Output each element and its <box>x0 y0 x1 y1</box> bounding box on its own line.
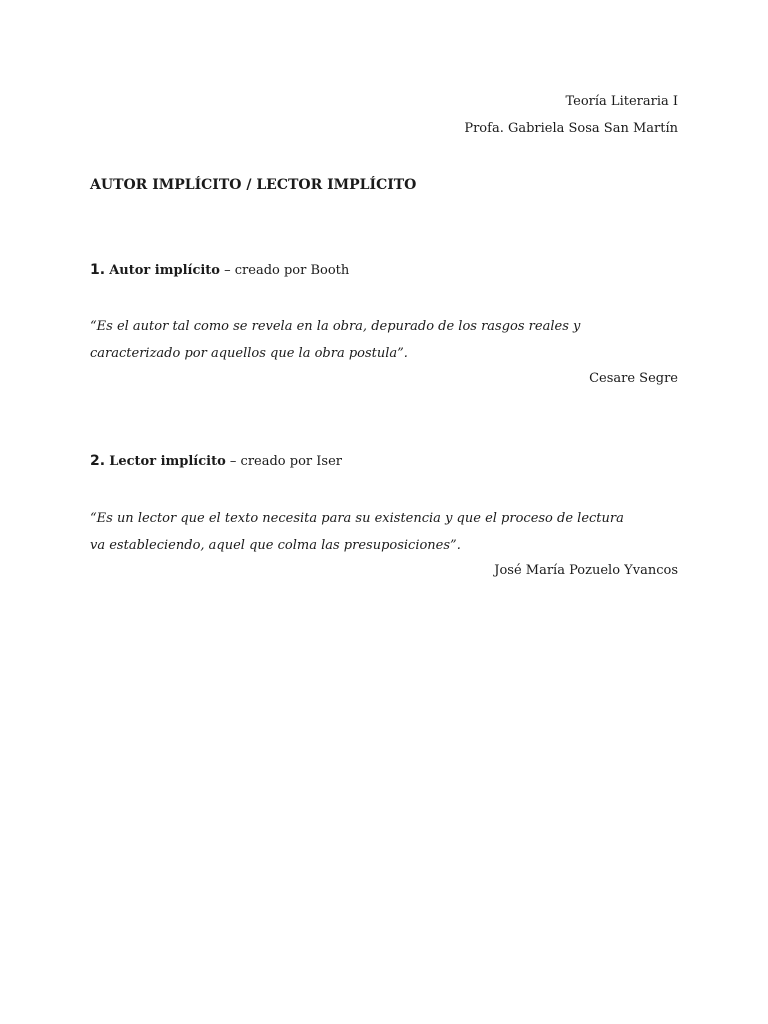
section-description: – creado por Booth <box>219 263 350 278</box>
section-heading-autor <box>90 262 349 278</box>
professor-name: Profa. Gabriela Sosa San Martín <box>464 121 678 136</box>
quote-lector <box>90 505 690 559</box>
section-heading-lector <box>90 453 342 469</box>
course-name: Teoría Literaria I <box>565 94 678 109</box>
section-number: 1. <box>90 262 106 278</box>
quote-attribution-autor: Cesare Segre <box>589 371 678 386</box>
quote-autor <box>90 313 690 367</box>
section-term: Autor implícito <box>109 263 220 278</box>
quote-line: “Es un lector que el texto necesita para su existencia y que el proceso de lectura <box>90 511 624 526</box>
quote-attribution-lector: José María Pozuelo Yvancos <box>494 563 678 578</box>
section-number: 2. <box>90 453 106 469</box>
document-title: AUTOR IMPLÍCITO / LECTOR IMPLÍCITO <box>90 177 417 193</box>
section-description: – creado por Iser <box>225 454 342 469</box>
quote-line: “Es el autor tal como se revela en la obra, depurado de los rasgos reales y <box>90 319 581 334</box>
quote-line: va estableciendo, aquel que colma las presuposiciones”. <box>90 538 461 553</box>
quote-line: caracterizado por aquellos que la obra postula”. <box>90 346 408 361</box>
section-term: Lector implícito <box>109 454 226 469</box>
